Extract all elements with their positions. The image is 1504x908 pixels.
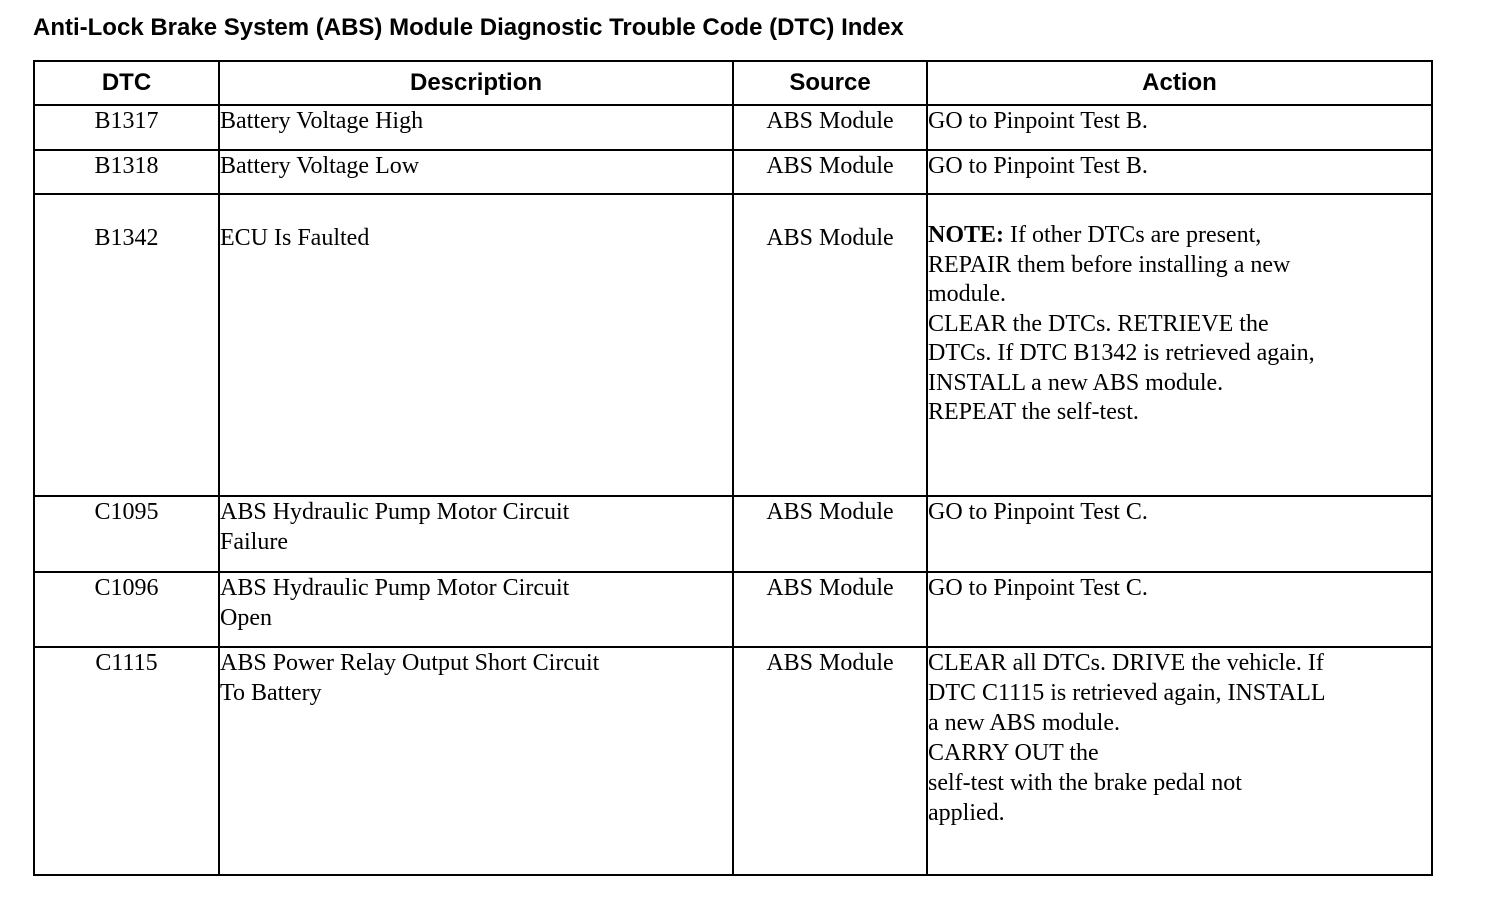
- dtc-code-cell: B1317: [34, 105, 219, 150]
- column-header-description: Description: [219, 61, 733, 105]
- note-label: NOTE:: [928, 222, 1005, 248]
- description-line: Failure: [220, 529, 288, 555]
- description-line: To Battery: [220, 680, 322, 706]
- dtc-code-cell: B1342: [34, 194, 219, 496]
- source-cell: ABS Module: [733, 647, 927, 875]
- column-header-action: Action: [927, 61, 1432, 105]
- source-cell: ABS Module: [733, 150, 927, 194]
- note-text: If other DTCs are present,: [1010, 222, 1262, 248]
- table-header-row: [34, 61, 1432, 105]
- table-row: [34, 194, 1432, 496]
- action-cell: GO to Pinpoint Test B.: [927, 150, 1432, 194]
- column-header-dtc: DTC: [34, 61, 219, 105]
- source-cell: ABS Module: [733, 105, 927, 150]
- action-line: module.: [928, 281, 1006, 307]
- dtc-index-table: [33, 60, 1433, 876]
- action-line: [928, 221, 1431, 251]
- description-line: ABS Hydraulic Pump Motor Circuit: [220, 499, 570, 525]
- action-cell: [927, 194, 1432, 496]
- action-cell: GO to Pinpoint Test C.: [927, 572, 1432, 647]
- dtc-code-cell: C1095: [34, 496, 219, 572]
- action-line: CLEAR the DTCs. RETRIEVE the: [928, 310, 1269, 337]
- description-cell: Battery Voltage High: [219, 105, 733, 150]
- action-line: REPEAT the self-test.: [928, 399, 1139, 425]
- table-row: [34, 572, 1432, 647]
- action-line: CLEAR all DTCs. DRIVE the vehicle. If: [928, 650, 1324, 676]
- description-line: ABS Power Relay Output Short Circuit: [220, 650, 600, 676]
- description-line: ABS Hydraulic Pump Motor Circuit: [220, 575, 570, 601]
- action-cell: GO to Pinpoint Test B.: [927, 105, 1432, 150]
- dtc-code-cell: C1096: [34, 572, 219, 647]
- action-line: DTCs. If DTC B1342 is retrieved again,: [928, 340, 1315, 366]
- description-line: Open: [220, 605, 272, 631]
- description-cell: [219, 572, 733, 647]
- description-cell: [219, 647, 733, 875]
- action-line: self-test with the brake pedal not: [928, 770, 1242, 796]
- action-line: REPAIR them before installing a new: [928, 251, 1291, 278]
- action-line: DTC C1115 is retrieved again, INSTALL: [928, 680, 1326, 706]
- dtc-code-cell: B1318: [34, 150, 219, 194]
- table-row: [34, 496, 1432, 572]
- page-title: Anti-Lock Brake System (ABS) Module Diagnostic Trouble Code (DTC) Index: [33, 14, 904, 41]
- dtc-code-cell: C1115: [34, 647, 219, 875]
- action-line: INSTALL a new ABS module.: [928, 369, 1224, 396]
- description-cell: ECU Is Faulted: [219, 194, 733, 496]
- table-row: [34, 150, 1432, 194]
- source-cell: ABS Module: [733, 572, 927, 647]
- source-cell: ABS Module: [733, 194, 927, 496]
- source-cell: ABS Module: [733, 496, 927, 572]
- action-line: CARRY OUT the: [928, 740, 1099, 766]
- action-cell: [927, 647, 1432, 875]
- table-row: [34, 647, 1432, 875]
- table-row: [34, 105, 1432, 150]
- action-line: a new ABS module.: [928, 710, 1120, 736]
- action-line: applied.: [928, 800, 1005, 826]
- action-cell: GO to Pinpoint Test C.: [927, 496, 1432, 572]
- description-cell: [219, 496, 733, 572]
- description-cell: Battery Voltage Low: [219, 150, 733, 194]
- column-header-source: Source: [733, 61, 927, 105]
